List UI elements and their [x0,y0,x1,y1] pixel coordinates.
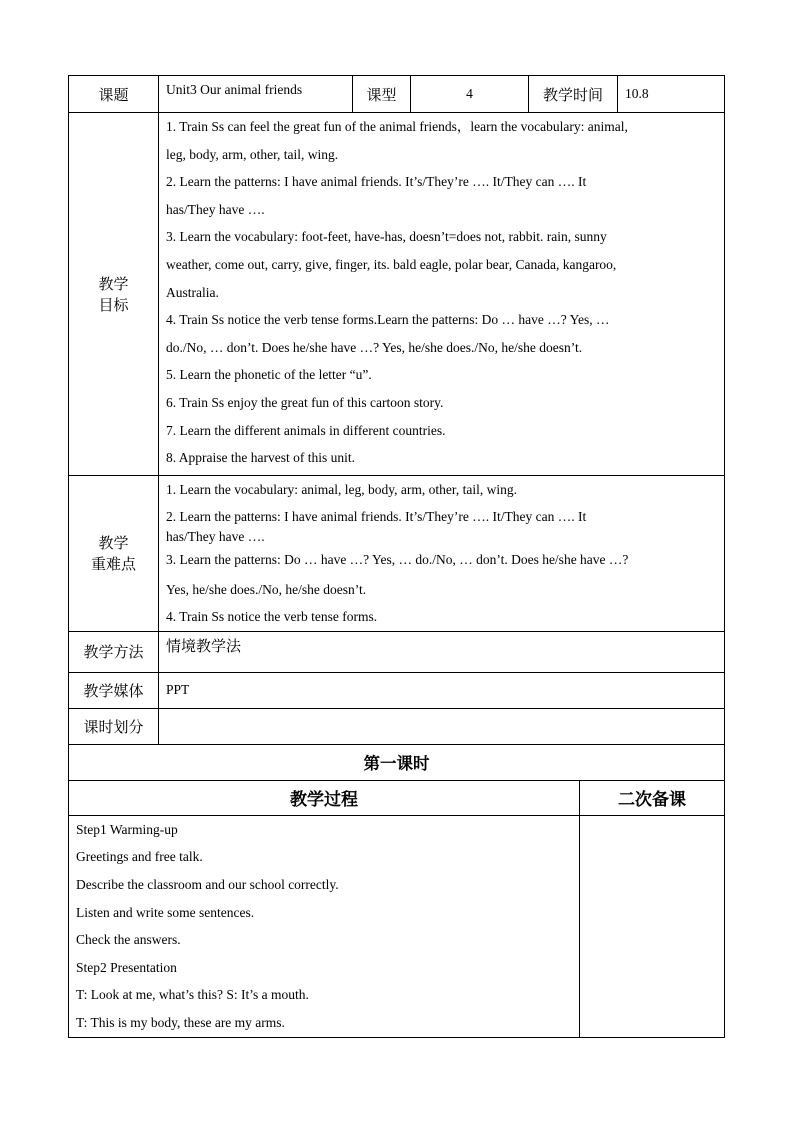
schedule-label: 课时划分 [69,708,159,744]
process-header-row [69,780,725,815]
goals-label [69,113,159,476]
difficulties-content [159,476,725,632]
process-line: T: This is my body, these are my arms. [76,1014,285,1030]
time-label: 教学时间 [529,76,618,113]
process-line: T: Look at me, what’s this? S: It’s a mouth. [76,987,309,1003]
goal-line: 5. Learn the phonetic of the letter “u”. [166,367,372,383]
type-label: 课型 [353,76,411,113]
goal-line: weather, come out, carry, give, finger, its. bald eagle, polar bear, Canada, kangaroo, [166,256,617,272]
difficulties-label-line2: 重难点 [90,557,136,574]
header-row [69,76,725,113]
notes-header: 二次备课 [580,780,725,815]
difficulty-line: Yes, he/she does./No, he/she doesn’t. [166,581,367,597]
topic-value: Unit3 Our animal friends [159,76,353,113]
process-line: Greetings and free talk. [76,849,203,865]
difficulty-line: 3. Learn the patterns: Do … have …? Yes, … do./No, … don’t. Does he/she have …? [166,551,629,567]
process-line: Step1 Warming-up [76,821,178,837]
difficulties-row [69,476,725,632]
goal-line: 3. Learn the vocabulary: foot-feet, have-has, doesn’t=does not, rabbit. rain, sunny [166,229,607,245]
difficulty-line: 4. Train Ss notice the verb tense forms. [166,609,378,625]
goal-line: 2. Learn the patterns: I have animal friends. It’s/They’re …. It/They can …. It [166,174,587,190]
process-content [69,815,580,1037]
goals-content [159,113,725,476]
goal-line: 6. Train Ss enjoy the great fun of this cartoon story. [166,394,444,410]
process-line: Check the answers. [76,932,181,948]
process-header: 教学过程 [69,780,580,815]
difficulty-line: 1. Learn the vocabulary: animal, leg, body, arm, other, tail, wing. [166,482,517,497]
goal-line: Australia. [166,284,219,300]
difficulties-label-line1: 教学 [98,536,129,553]
time-value: 10.8 [618,76,725,113]
process-row [69,815,725,1037]
process-line: Listen and write some sentences. [76,904,255,920]
topic-label: 课题 [69,76,159,113]
goal-line: 4. Train Ss notice the verb tense forms.Learn the patterns: Do … have …? Yes, … [166,312,610,328]
difficulty-line: 2. Learn the patterns: I have animal friends. It’s/They’re …. It/They can …. It [166,508,587,524]
difficulty-line: has/They have …. [166,528,265,544]
method-value: 情境教学法 [159,631,725,672]
goals-row [69,113,725,476]
lesson-title: 第一课时 [69,744,725,780]
goal-line: has/They have …. [166,201,265,217]
process-line: Describe the classroom and our school correctly. [76,876,339,892]
media-label: 教学媒体 [69,672,159,708]
method-label: 教学方法 [69,631,159,672]
schedule-row [69,708,725,744]
goal-line: 1. Train Ss can feel the great fun of the animal friends，learn the vocabulary: animal, [166,119,628,134]
goal-line: leg, body, arm, other, tail, wing. [166,146,339,162]
media-row [69,672,725,708]
goals-label-line1: 教学 [98,277,129,293]
process-line: Step2 Presentation [76,959,177,975]
type-value: 4 [411,76,529,113]
method-row [69,631,725,672]
lesson-title-row [69,744,725,780]
goals-label-line2: 目标 [98,298,129,314]
media-value: PPT [159,672,725,708]
lesson-plan-table [68,75,725,1038]
goal-line: 8. Appraise the harvest of this unit. [166,450,355,466]
schedule-value [159,708,725,744]
notes-content [580,815,725,1037]
goal-line: 7. Learn the different animals in different countries. [166,422,446,438]
difficulties-label [69,476,159,632]
goal-line: do./No, … don’t. Does he/she have …? Yes, he/she does./No, he/she doesn’t. [166,339,583,355]
